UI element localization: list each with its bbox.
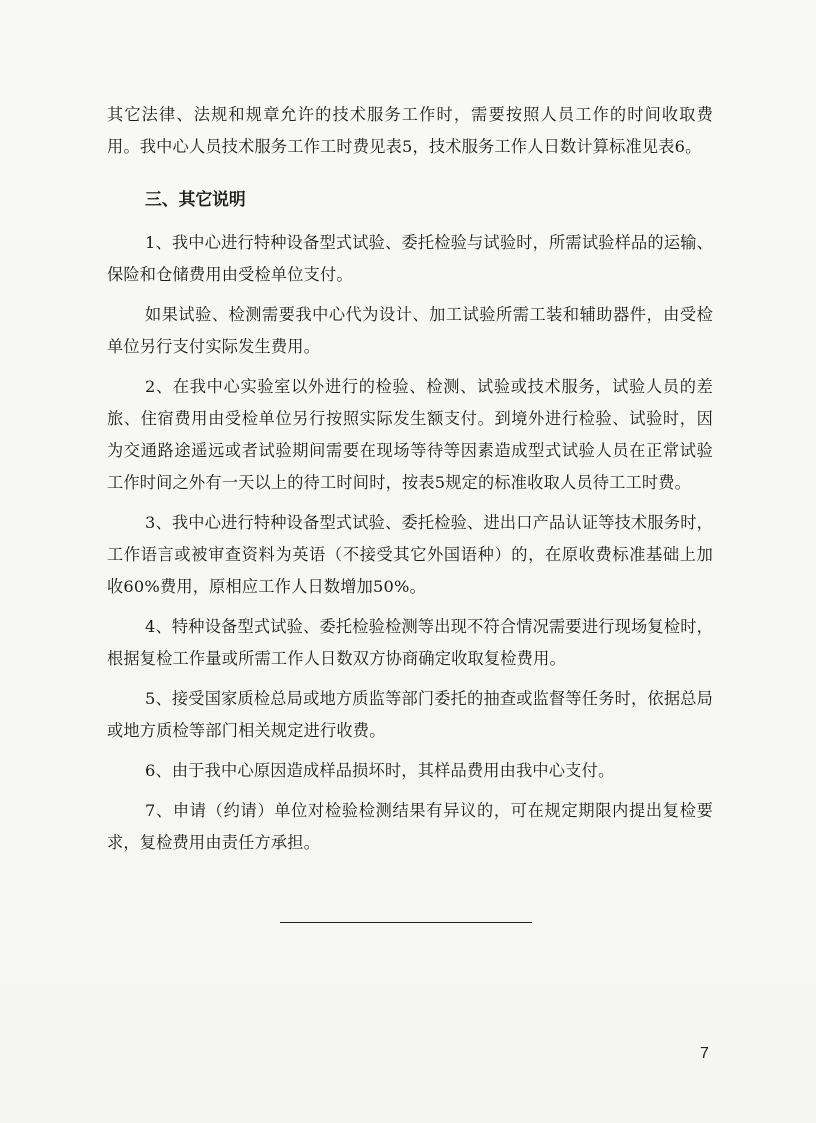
note-item-1-supplement: 如果试验、检测需要我中心代为设计、加工试验所需工装和辅助器件，由受检单位另行支付实际发生费用。 (107, 305, 713, 356)
document-body (107, 99, 713, 867)
note-item-5: 5、接受国家质检总局或地方质监等部门委托的抽查或监督等任务时，依据总局或地方质检等部门相关规定进行收费。 (107, 689, 713, 740)
section-heading: 三、其它说明 (145, 189, 246, 209)
note-item-3: 3、我中心进行特种设备型式试验、委托检验、进出口产品认证等技术服务时，工作语言或被审查资料为英语（不接受其它外国语种）的，在原收费标准基础上加收60%费用，原相应工作人日数增加50%。 (107, 513, 713, 596)
end-of-text-rule (280, 922, 532, 923)
note-item-1: 1、我中心进行特种设备型式试验、委托检验与试验时，所需试验样品的运输、保险和仓储费用由受检单位支付。 (107, 233, 713, 284)
note-item-2: 2、在我中心实验室以外进行的检验、检测、试验或技术服务，试验人员的差旅、住宿费用由受检单位另行按照实际发生额支付。到境外进行检验、试验时，因为交通路途遥远或者试验期间需要在现场等待等因素造成型式试验人员在正常试验工作时间之外有一天以上的待工时间时，按表5规定的标准收取人员待工工时费。 (107, 377, 713, 492)
note-item-4: 4、特种设备型式试验、委托检验检测等出现不符合情况需要进行现场复检时，根据复检工作量或所需工作人日数双方协商确定收取复检费用。 (107, 617, 713, 668)
intro-paragraph: 其它法律、法规和规章允许的技术服务工作时，需要按照人员工作的时间收取费用。我中心人员技术服务工作工时费见表5，技术服务工作人日数计算标准见表6。 (107, 105, 713, 156)
note-item-7: 7、申请（约请）单位对检验检测结果有异议的，可在规定期限内提出复检要求，复检费用由责任方承担。 (107, 801, 713, 852)
note-item-6: 6、由于我中心原因造成样品损坏时，其样品费用由我中心支付。 (145, 761, 615, 780)
page-number: 7 (700, 1045, 709, 1062)
